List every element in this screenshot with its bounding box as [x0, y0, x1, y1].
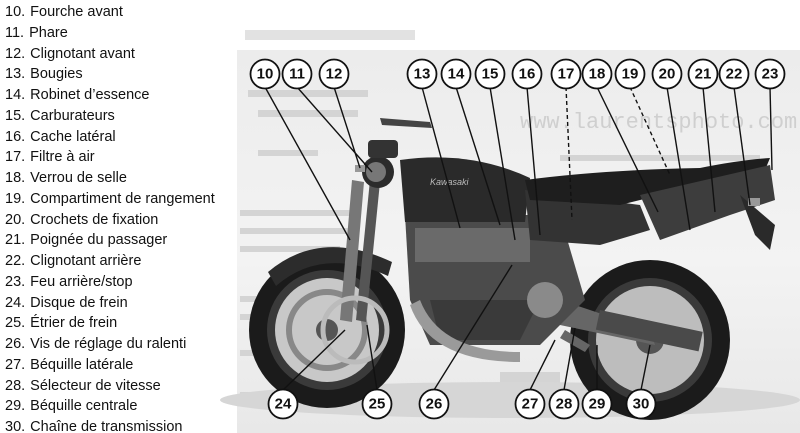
callout-29	[583, 390, 612, 419]
legend-label: Sélecteur de vitesse	[30, 377, 161, 394]
legend-number: 20.	[5, 211, 26, 228]
legend-label: Clignotant avant	[30, 45, 135, 62]
callout-24	[269, 390, 298, 419]
callout-14	[442, 60, 471, 89]
callout-18-label: 18	[588, 65, 606, 83]
legend-label: Robinet d’essence	[30, 87, 150, 103]
callout-25-label: 25	[368, 395, 386, 413]
callout-16-label: 16	[518, 65, 536, 83]
legend-label: Poignée du passager	[30, 232, 168, 249]
callout-20	[653, 60, 682, 89]
legend-number: 30.	[5, 419, 26, 433]
callout-12	[320, 60, 349, 89]
callout-15-label: 15	[481, 65, 499, 83]
callout-27	[516, 390, 545, 419]
legend-label: Disque de frein	[30, 294, 128, 311]
callout-19	[616, 60, 645, 89]
callout-17-label: 17	[557, 65, 575, 83]
callout-12-label: 12	[325, 65, 343, 83]
callout-23-label: 23	[761, 65, 779, 83]
callout-13	[408, 60, 437, 89]
legend-label: Cache latéral	[30, 128, 116, 145]
callout-18	[583, 60, 612, 89]
legend-label: Béquille latérale	[30, 356, 134, 373]
legend-label: Verrou de selle	[30, 170, 127, 186]
legend-label: Carburateurs	[30, 107, 115, 124]
legend-number: 27.	[5, 356, 26, 373]
legend-label: Fourche avant	[30, 4, 123, 20]
legend-number: 23.	[5, 273, 26, 290]
callout-22	[720, 60, 749, 89]
legend-label: Béquille centrale	[30, 398, 138, 415]
callout-19-label: 19	[621, 65, 639, 83]
legend-number: 12.	[5, 45, 26, 62]
leader-lines	[265, 87, 772, 390]
legend-number: 21.	[5, 232, 26, 249]
legend-number: 24.	[5, 294, 26, 311]
legend-number: 19.	[5, 190, 26, 207]
legend-number: 28.	[5, 377, 26, 394]
legend-label: Étrier de frein	[30, 315, 118, 332]
callout-21-label: 21	[694, 65, 712, 83]
callout-11	[283, 60, 312, 89]
tank-logo-text: Kawasaki	[430, 177, 469, 187]
callout-30	[627, 390, 656, 419]
callout-30-label: 30	[632, 395, 650, 413]
legend-label: Feu arrière/stop	[30, 273, 133, 290]
callout-11-label: 11	[289, 65, 305, 83]
callout-23	[756, 60, 785, 89]
legend-number: 15.	[5, 107, 26, 124]
callout-22-label: 22	[725, 65, 743, 83]
legend-number: 29.	[5, 398, 26, 415]
callout-26-label: 26	[425, 395, 443, 413]
callout-24-label: 24	[274, 395, 292, 413]
legend-label: Compartiment de rangement	[30, 190, 215, 207]
legend-number: 11.	[5, 24, 25, 41]
legend-number: 25.	[5, 315, 26, 332]
legend-label: Clignotant arrière	[30, 253, 142, 269]
legend-number: 10.	[5, 4, 26, 20]
legend-label: Chaîne de transmission	[30, 419, 183, 433]
legend-number: 13.	[5, 66, 26, 83]
callout-29-label: 29	[588, 395, 606, 413]
legend-label: Phare	[29, 24, 68, 41]
callout-14-label: 14	[447, 65, 465, 83]
callout-16	[513, 60, 542, 89]
legend-label: Crochets de fixation	[30, 211, 159, 228]
callout-10	[251, 60, 280, 89]
legend-number: 14.	[5, 87, 26, 103]
legend-label: Filtre à air	[30, 149, 95, 166]
legend-number: 22.	[5, 253, 26, 269]
callout-17	[552, 60, 581, 89]
callout-21	[689, 60, 718, 89]
callout-28-label: 28	[555, 395, 573, 413]
callout-26	[420, 390, 449, 419]
callout-28	[550, 390, 579, 419]
legend-number: 16.	[5, 128, 26, 145]
watermark-text: www.laurentsphoto.com	[520, 110, 798, 135]
legend-number: 17.	[5, 149, 26, 166]
legend-number: 18.	[5, 170, 26, 186]
callout-20-label: 20	[658, 65, 676, 83]
legend-label: Vis de réglage du ralenti	[30, 336, 187, 352]
callout-13-label: 13	[413, 65, 431, 83]
legend-label: Bougies	[30, 66, 83, 83]
callout-10-label: 10	[256, 65, 274, 83]
callout-25	[363, 390, 392, 419]
callout-27-label: 27	[521, 395, 539, 413]
callout-15	[476, 60, 505, 89]
legend-number: 26.	[5, 336, 26, 352]
